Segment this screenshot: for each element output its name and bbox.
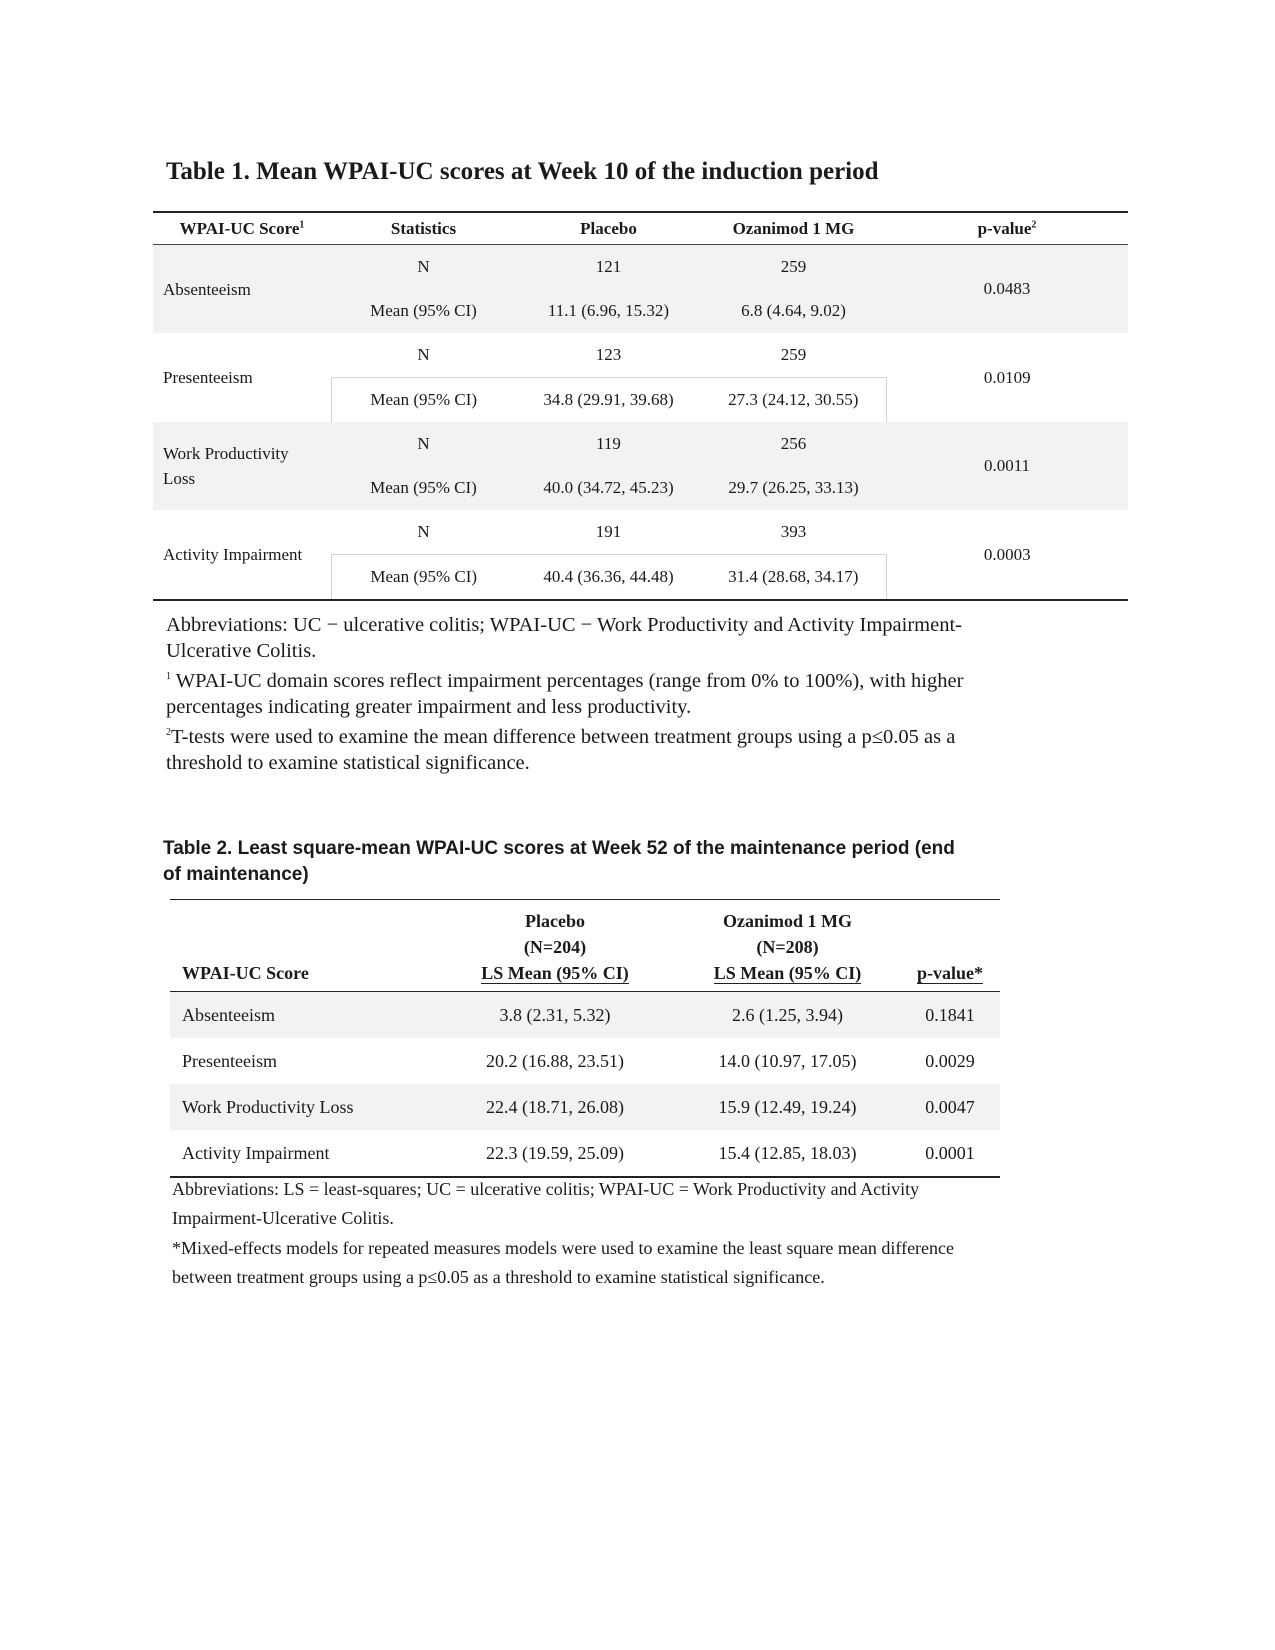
col-header-placebo: Placebo (N=204) LS Mean (95% CI) — [435, 900, 675, 992]
table-row — [153, 333, 1128, 378]
stat-label: N — [331, 245, 516, 290]
table-row — [170, 1084, 1000, 1130]
footnote-1: $^1$ WPAI-UC domain scores reflect impairment percentages (range from 0% to 100%), with higher percentages indicating greater impairment and less productivity. — [166, 669, 964, 718]
p-value: 0.0029 — [925, 1050, 975, 1071]
p-value: 0.0011 — [886, 422, 1128, 510]
stat-label: N — [331, 422, 516, 466]
cell-value: 14.0 (10.97, 17.05) — [718, 1050, 857, 1071]
table2-header-row — [170, 900, 1000, 992]
cell-value: 191 — [595, 522, 622, 541]
row-label: Work Productivity Loss — [170, 1084, 435, 1130]
table1-title: Table 1. Mean WPAI-UC scores at Week 10 of the induction period — [166, 158, 879, 185]
stat-label: Mean (95% CI) — [331, 466, 516, 510]
cell-value: 15.9 (12.49, 19.24) — [675, 1084, 900, 1130]
cell-value: 2.6 (1.25, 3.94) — [675, 992, 900, 1039]
cell-value: 11.1 (6.96, 15.32) — [516, 289, 701, 333]
p-value: 0.0001 — [900, 1130, 1000, 1177]
row-label: Absenteeism — [153, 245, 331, 334]
footnote-2: $^2$T-tests were used to examine the mean difference between treatment groups using a p≤0.05 as a threshold to examine statistical significance. — [166, 725, 956, 774]
p-value: 0.0483 — [886, 245, 1128, 334]
cell-value: 259 — [780, 345, 807, 364]
cell-value: 29.7 (26.25, 33.13) — [701, 466, 886, 510]
cell-value: 40.4 (36.36, 44.48) — [516, 555, 701, 601]
stat-label: Mean (95% CI) — [331, 555, 516, 601]
table1 — [153, 211, 1128, 601]
cell-value: 119 — [516, 422, 701, 466]
col-header-score: WPAI-UC Score — [170, 900, 435, 992]
row-label: Presenteeism — [163, 368, 253, 387]
cell-value: 15.4 (12.85, 18.03) — [675, 1130, 900, 1177]
col-header-ozanimod: Ozanimod 1 MG — [701, 212, 886, 245]
stat-label: N — [417, 345, 430, 364]
col-header-ozanimod: Ozanimod 1 MG (N=208) LS Mean (95% CI) — [675, 900, 900, 992]
table2 — [170, 899, 1000, 1178]
table2-footnotes — [172, 1175, 962, 1293]
cell-value: 393 — [780, 522, 807, 541]
cell-value: 40.0 (34.72, 45.23) — [516, 466, 701, 510]
cell-value: 22.3 (19.59, 25.09) — [435, 1130, 675, 1177]
col-header-statistics: Statistics — [331, 212, 516, 245]
abbreviations-note: Abbreviations: LS = least-squares; UC = ulcerative colitis; WPAI-UC = Work Productivity and Activity Impairment-Ulcerative Colitis. — [172, 1179, 920, 1228]
p-value: 0.0109 — [983, 367, 1031, 387]
col-header-score: WPAI-UC Score$^1$ — [153, 212, 331, 245]
cell-value: 256 — [701, 422, 886, 466]
col-header-pvalue: p-value$^2$ — [886, 212, 1128, 245]
table1-header-row — [153, 212, 1128, 245]
cell-value: 27.3 (24.12, 30.55) — [701, 378, 886, 423]
table1-footnotes — [166, 612, 1046, 776]
stat-label: Mean (95% CI) — [331, 378, 516, 423]
cell-value: 121 — [516, 245, 701, 290]
footnote-asterisk: *Mixed-effects models for repeated measures models were used to examine the least square mean difference between treatment groups using a p≤0.05 as a threshold to examine statistical significance. — [172, 1238, 955, 1287]
cell-value: 22.4 (18.71, 26.08) — [435, 1084, 675, 1130]
row-label: Work Productivity Loss — [153, 422, 331, 510]
table-row — [153, 510, 1128, 555]
cell-value: 259 — [701, 245, 886, 290]
col-header-placebo: Placebo — [516, 212, 701, 245]
p-value: 0.1841 — [900, 992, 1000, 1039]
table-row — [153, 422, 1128, 466]
cell-value: 123 — [595, 345, 622, 364]
table2-title: Table 2. Least square-mean WPAI-UC scores at Week 52 of the maintenance period (end of maintenance) — [163, 838, 955, 885]
table-row — [170, 992, 1000, 1039]
cell-value: 31.4 (28.68, 34.17) — [701, 555, 886, 601]
row-label: Activity Impairment — [153, 510, 331, 600]
table-row — [170, 1130, 1000, 1177]
stat-label: Mean (95% CI) — [331, 289, 516, 333]
cell-value: 34.8 (29.91, 39.68) — [516, 378, 701, 423]
cell-value: 3.8 (2.31, 5.32) — [435, 992, 675, 1039]
row-label: Activity Impairment — [170, 1130, 435, 1177]
cell-value: 6.8 (4.64, 9.02) — [701, 289, 886, 333]
cell-value: 20.2 (16.88, 23.51) — [486, 1050, 624, 1071]
row-label: Absenteeism — [170, 992, 435, 1039]
table-row — [153, 245, 1128, 290]
col-header-pvalue: p-value* — [900, 900, 1000, 992]
table-row — [170, 1038, 1000, 1084]
p-value: 0.0047 — [900, 1084, 1000, 1130]
p-value: 0.0003 — [886, 510, 1128, 600]
abbreviations-note: Abbreviations: UC − ulcerative colitis; WPAI-UC − Work Productivity and Activity Impairment- Ulcerative Colitis. — [166, 614, 962, 662]
row-label: Presenteeism — [182, 1050, 277, 1071]
stat-label: N — [417, 522, 430, 541]
